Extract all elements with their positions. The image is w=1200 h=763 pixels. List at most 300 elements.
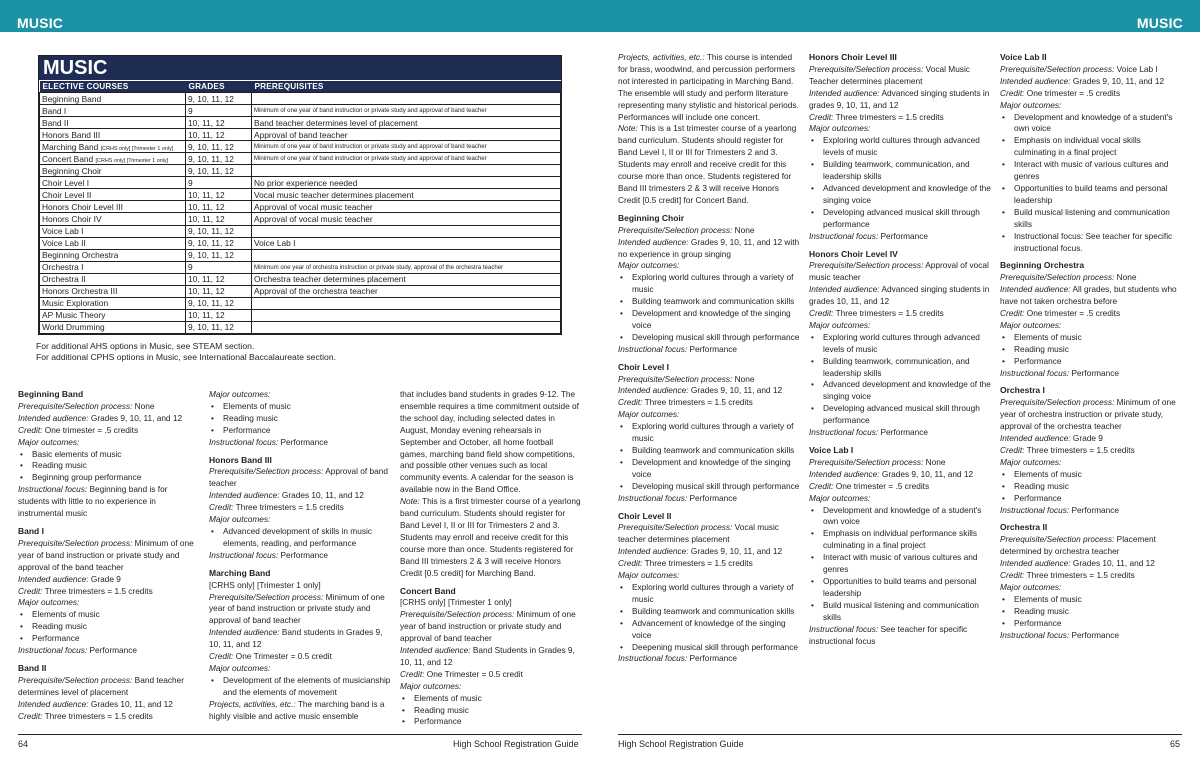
course-name: Honors Choir Level III: [42, 201, 123, 212]
field-label: Prerequisite/Selection process:: [209, 591, 324, 602]
grades-cell: 10, 11, 12: [186, 117, 252, 129]
description-line: [618, 570, 800, 582]
field-label: Prerequisite/Selection process:: [18, 400, 133, 411]
outcomes-list: [209, 526, 392, 550]
field-label: Major outcomes:: [1000, 99, 1062, 110]
table-row: [40, 249, 561, 261]
field-label: Credit:: [1000, 87, 1025, 98]
grades-cell: 9, 10, 11, 12: [186, 321, 252, 333]
field-value: Minimum of one year of orchestra instruction or private study, approval of the orchestra teacher: [1000, 397, 1176, 432]
field-value: Vocal Music Teacher determines placement: [809, 63, 970, 86]
description-line: [618, 493, 800, 505]
field-value: None: [923, 456, 946, 467]
field-value: Three trimesters = 1.5 credits: [833, 111, 944, 122]
outcome-item: • Elements of music: [1000, 594, 1182, 606]
outcome-item: • Exploring world cultures through advanced levels of music: [809, 332, 992, 356]
course-name-cell: [40, 225, 186, 237]
field-value: None: [132, 400, 155, 411]
field-value: Three trimesters = 1.5 credits: [642, 397, 753, 408]
outcomes-list: [809, 332, 992, 427]
field-value: One Trimester = 0.5 credit: [233, 651, 332, 662]
field-label: Prerequisite/Selection process:: [809, 260, 924, 271]
description-line: [618, 52, 800, 123]
outcome-item: • Reading music: [1000, 344, 1182, 356]
table-row: [40, 189, 561, 201]
grades-cell: 9, 10, 11, 12: [186, 237, 252, 249]
field-label: Instructional focus:: [1000, 367, 1070, 378]
field-label: Credit:: [1000, 570, 1025, 581]
course-name: Honors Choir IV: [42, 213, 102, 224]
text-column-6: [1000, 52, 1182, 642]
field-value: Performance: [687, 343, 737, 354]
course-name: AP Music Theory: [42, 310, 106, 321]
course-name-cell: [40, 261, 186, 273]
table-row: [40, 309, 561, 321]
table-row: [40, 321, 561, 333]
grades-cell: 9, 10, 11, 12: [186, 249, 252, 261]
field-label: Prerequisite/Selection process:: [809, 456, 924, 467]
field-label: Credit:: [209, 502, 234, 513]
field-label: Intended audience:: [18, 412, 89, 423]
field-label: Intended audience:: [809, 284, 880, 295]
field-label: Major outcomes:: [618, 409, 680, 420]
description-line: [618, 225, 800, 237]
grades-cell: 9, 10, 11, 12: [186, 225, 252, 237]
description-line: [618, 409, 800, 421]
table-row: [40, 213, 561, 225]
note-ahs: For additional AHS options in Music, see STEAM section.: [36, 341, 255, 351]
course-heading: Beginning Choir: [618, 212, 685, 223]
outcome-item: • Building teamwork, communication, and leadership skills: [809, 159, 992, 183]
description-line: [1000, 505, 1182, 517]
outcome-item: • Building teamwork and communication skills: [618, 606, 800, 618]
outcome-item: • Development of the elements of musicianship and the elements of movement: [209, 675, 392, 699]
outcome-item: • Reading music: [18, 621, 198, 633]
field-label: Intended audience:: [209, 627, 280, 638]
field-label: Major outcomes:: [809, 123, 871, 134]
outcome-item: • Build musical listening and communication skills: [809, 600, 992, 624]
field-label: Intended audience:: [618, 236, 689, 247]
prerequisite-cell: Minimum one year of orchestra instruction or private study, approval of the orchestra teacher: [252, 261, 561, 273]
field-label: Credit:: [1000, 308, 1025, 319]
course-heading: Honors Choir Level IV: [809, 248, 898, 259]
description-line: [1000, 284, 1182, 308]
course-heading: Band I: [18, 525, 44, 536]
field-value: None: [732, 224, 755, 235]
field-label: Major outcomes:: [1000, 456, 1062, 467]
prerequisite-cell: [252, 165, 561, 177]
course-name: Orchestra I: [42, 262, 84, 273]
field-label: Note:: [400, 496, 420, 507]
course-heading: Choir Level II: [618, 510, 672, 521]
course-name-cell: [40, 285, 186, 297]
description-line: [809, 88, 992, 112]
course-heading: Voice Lab II: [1000, 52, 1047, 62]
course-name: Orchestra II: [42, 274, 86, 285]
outcome-item: • Elements of music: [1000, 332, 1182, 344]
description-line: [209, 627, 392, 651]
description-line: [209, 437, 392, 449]
course-name-cell: [40, 165, 186, 177]
table-row: [40, 237, 561, 249]
field-value: One trimester = .5 credits: [42, 424, 139, 435]
field-label: Prerequisite/Selection process:: [209, 466, 324, 477]
course-name-cell: [40, 237, 186, 249]
description-line: [1000, 558, 1182, 570]
field-label: Major outcomes:: [1000, 319, 1062, 330]
outcome-item: • Performance: [18, 633, 198, 645]
description-line: [809, 457, 992, 469]
outcome-item: • Advancement of knowledge of the singing voice: [618, 618, 800, 642]
description-line: [809, 231, 992, 243]
outcome-item: • Deepening musical skill through performance: [618, 642, 800, 654]
field-label: Intended audience:: [1000, 433, 1071, 444]
field-value: Band students in Grades 9, 10, 11, and 12: [209, 627, 383, 650]
field-label: Intended audience:: [809, 468, 880, 479]
course-name: Beginning Band: [42, 93, 102, 104]
prerequisite-cell: Approval of the orchestra teacher: [252, 285, 561, 297]
description-line: [18, 699, 198, 711]
field-label: Credit:: [18, 585, 43, 596]
description-line: [618, 344, 800, 356]
prerequisite-cell: Minimum of one year of band instruction or private study and approval of band teacher: [252, 141, 561, 153]
field-label: Projects, activities, etc.:: [209, 698, 296, 709]
text-column-4: [618, 52, 800, 665]
field-label: Major outcomes:: [809, 492, 871, 503]
table-body: [40, 93, 561, 334]
outcome-item: • Instructional focus: See teacher for specific instructional focus.: [1000, 231, 1182, 255]
description-line: [400, 681, 582, 693]
description-line: [18, 711, 198, 723]
course-name: Band I: [42, 105, 67, 116]
table-row: [40, 165, 561, 177]
description-line: [809, 624, 992, 648]
course-name-cell: [40, 273, 186, 285]
course-name-cell: [40, 189, 186, 201]
outcome-item: • Building teamwork, communication, and leadership skills: [809, 356, 992, 380]
outcome-item: • Advanced development and knowledge of the singing voice: [809, 379, 992, 403]
outcome-item: • Interact with music of various cultures and genres: [1000, 159, 1182, 183]
field-label: Credit:: [18, 424, 43, 435]
field-label: Intended audience:: [400, 645, 471, 656]
description-line: [400, 597, 582, 609]
field-value: Grades 9, 10, 11, and 12: [1070, 75, 1165, 86]
description-line: [809, 481, 992, 493]
course-heading: Orchestra I: [1000, 385, 1045, 396]
field-label: Note:: [618, 123, 638, 134]
field-value: Three trimesters = 1.5 credits: [1024, 570, 1135, 581]
description-line: [809, 320, 992, 332]
table-row: [40, 129, 561, 141]
page-number-left: 64: [18, 739, 29, 749]
course-tag: [CRHS only] [Trimester 1 only]: [95, 157, 169, 164]
field-value: Minimum of one year of band instruction or private study and approval of band teacher: [209, 591, 385, 626]
table-notes: [36, 341, 336, 363]
description-line: [209, 592, 392, 628]
field-label: Prerequisite/Selection process:: [1000, 63, 1115, 74]
outcome-item: • Reading music: [18, 460, 198, 472]
description-line: [809, 64, 992, 88]
field-label: Major outcomes:: [400, 680, 462, 691]
course-name-cell: [40, 309, 186, 321]
field-label: Prerequisite/Selection process:: [618, 522, 733, 533]
grades-cell: 10, 11, 12: [186, 285, 252, 297]
field-value: Three trimesters = 1.5 credits: [42, 710, 153, 721]
field-value: Minimum of one year of band instruction or private study and approval of the band teacher: [18, 537, 194, 572]
outcome-item: • Advanced development of skills in music elements, reading, and performance: [209, 526, 392, 550]
description-line: [618, 546, 800, 558]
outcome-item: • Exploring world cultures through a variety of music: [618, 421, 800, 445]
column-header-prerequisites: PREREQUISITES: [252, 81, 561, 93]
field-value: Approval of band teacher: [209, 466, 388, 489]
field-label: Major outcomes:: [209, 389, 271, 399]
field-label: Major outcomes:: [209, 662, 271, 673]
field-label: Intended audience:: [1000, 558, 1071, 569]
text-column-5: [809, 52, 992, 647]
course-name-cell: [40, 105, 186, 117]
course-name: Beginning Choir: [42, 165, 102, 176]
field-label: Prerequisite/Selection process:: [1000, 397, 1115, 408]
field-label: Prerequisite/Selection process:: [618, 224, 733, 235]
description-line: [209, 502, 392, 514]
outcome-item: • Exploring world cultures through advanced levels of music: [809, 135, 992, 159]
description-line: [809, 427, 992, 439]
description-line: [1000, 272, 1182, 284]
course-name: Beginning Orchestra: [42, 250, 119, 261]
description-line: [209, 580, 392, 592]
description-line: [209, 663, 392, 675]
course-name: Voice Lab I: [42, 226, 84, 237]
prerequisite-cell: [252, 93, 561, 105]
outcome-item: • Performance: [1000, 618, 1182, 630]
field-label: Intended audience:: [1000, 75, 1071, 86]
prerequisite-cell: Approval of vocal music teacher: [252, 213, 561, 225]
field-label: Instructional focus:: [618, 653, 688, 664]
field-value: Performance: [1069, 367, 1119, 378]
field-value: Advanced singing students in grades 9, 10, 11, and 12: [809, 87, 990, 110]
course-tag: [CRHS only] [Trimester 1 only]: [100, 145, 174, 152]
field-value: Grades 9, 10, 11, and 12: [688, 546, 783, 557]
outcome-item: • Interact with music of various cultures and genres: [809, 552, 992, 576]
description-line: [618, 522, 800, 546]
outcome-item: • Emphasis on individual vocal skills culminating in a final project: [1000, 135, 1182, 159]
footer-title-right: High School Registration Guide: [618, 739, 744, 749]
grades-cell: 9, 10, 11, 12: [186, 297, 252, 309]
outcomes-list: [1000, 112, 1182, 255]
field-value: Voice Lab I: [1114, 63, 1158, 74]
field-value: Grades 9, 10, 11, and 12: [879, 468, 974, 479]
description-line: [1000, 64, 1182, 76]
field-value: Performance: [687, 492, 737, 503]
outcome-item: • Developing musical skill through performance: [618, 332, 800, 344]
outcomes-list: [18, 449, 198, 485]
description-line: [618, 260, 800, 272]
course-name-cell: [40, 177, 186, 189]
field-value: Advanced singing students in grades 10, 11, and 12: [809, 284, 990, 307]
outcome-item: • Exploring world cultures through a variety of music: [618, 582, 800, 606]
course-heading: Choir Level I: [618, 361, 670, 372]
description-line: [18, 675, 198, 699]
outcome-item: • Elements of music: [1000, 469, 1182, 481]
course-name: World Drumming: [42, 322, 105, 333]
field-label: Instructional focus:: [809, 427, 879, 438]
course-name: Honors Orchestra III: [42, 286, 118, 297]
footer-rule-left: [18, 734, 582, 735]
prerequisite-cell: Voice Lab I: [252, 237, 561, 249]
field-value: One trimester = .5 credits: [1024, 87, 1121, 98]
description-line: [618, 653, 800, 665]
section-title-left: MUSIC: [17, 15, 64, 31]
course-name: Band II: [42, 117, 69, 128]
field-value: [CRHS only] [Trimester 1 only]: [400, 597, 512, 608]
description-line: [809, 308, 992, 320]
table-row: [40, 105, 561, 117]
table-row: [40, 177, 561, 189]
prerequisite-cell: [252, 297, 561, 309]
grades-cell: 10, 11, 12: [186, 129, 252, 141]
prerequisite-cell: Minimum of one year of band instruction or private study and approval of band teacher: [252, 153, 561, 165]
outcome-item: • Development and knowledge of the singing voice: [618, 308, 800, 332]
course-heading: Honors Band III: [209, 454, 272, 465]
field-value: Performance: [87, 645, 137, 656]
course-name-cell: [40, 141, 186, 153]
description-line: [1000, 433, 1182, 445]
field-label: Instructional focus:: [618, 343, 688, 354]
field-value: One trimester = .5 credits: [1024, 308, 1121, 319]
field-label: Major outcomes:: [1000, 581, 1062, 592]
course-name-cell: [40, 129, 186, 141]
course-name: Honors Band III: [42, 129, 101, 140]
field-value: The marching band is a highly visible and active music ensemble: [209, 698, 385, 721]
description-line: [400, 645, 582, 669]
field-label: Instructional focus:: [209, 436, 279, 447]
course-name-cell: [40, 117, 186, 129]
outcome-item: • Elements of music: [18, 609, 198, 621]
course-name-cell: [40, 249, 186, 261]
field-label: Credit:: [809, 308, 834, 319]
field-label: Major outcomes:: [809, 319, 871, 330]
course-name-cell: [40, 201, 186, 213]
field-label: Intended audience:: [18, 573, 89, 584]
course-heading: Beginning Orchestra: [1000, 260, 1085, 271]
field-label: Credit:: [618, 397, 643, 408]
course-name: Music Exploration: [42, 298, 109, 309]
outcome-item: • Build musical listening and communication skills: [1000, 207, 1182, 231]
field-value: Performance: [878, 230, 928, 241]
field-value: Band Students in Grades 9, 10, 11, and 12: [400, 645, 575, 667]
grades-cell: 10, 11, 12: [186, 189, 252, 201]
description-line: [18, 538, 198, 574]
prerequisite-cell: Approval of band teacher: [252, 129, 561, 141]
description-line: [209, 550, 392, 562]
field-value: Performance: [278, 549, 328, 560]
field-label: Instructional focus:: [618, 492, 688, 503]
outcome-item: • Building teamwork and communication skills: [618, 296, 800, 308]
outcome-item: • Basic elements of music: [18, 449, 198, 461]
field-label: Prerequisite/Selection process:: [18, 537, 133, 548]
field-value: Three trimesters = 1.5 credits: [1024, 445, 1135, 455]
description-line: [209, 514, 392, 526]
field-value: Performance: [687, 653, 737, 664]
outcome-item: • Opportunities to build teams and personal leadership: [1000, 183, 1182, 207]
course-heading: Concert Band: [400, 585, 456, 596]
page-number-right: 65: [1170, 739, 1181, 749]
description-line: [1000, 100, 1182, 112]
field-value: Grades 9, 10, 11, and 12: [688, 385, 783, 396]
field-value: [CRHS only] [Trimester 1 only]: [209, 579, 321, 590]
description-line: [18, 597, 198, 609]
outcomes-list: [618, 421, 800, 492]
field-label: Prerequisite/Selection process:: [400, 609, 515, 620]
field-label: Instructional focus:: [809, 230, 879, 241]
header-band-right: [600, 0, 1200, 32]
outcomes-list: [1000, 469, 1182, 505]
field-value: Grades 10, 11, and 12: [1070, 558, 1155, 569]
table-row: [40, 297, 561, 309]
prerequisite-cell: [252, 321, 561, 333]
course-name-cell: [40, 297, 186, 309]
field-value: Three trimesters = 1.5 credits: [233, 502, 344, 513]
description-line: [1000, 397, 1182, 433]
outcome-item: • Opportunities to build teams and personal leadership: [809, 576, 992, 600]
prerequisite-cell: [252, 309, 561, 321]
field-label: Prerequisite/Selection process:: [618, 373, 733, 384]
outcome-item: • Development and knowledge of a student's own voice: [809, 505, 992, 529]
prerequisite-cell: Orchestra teacher determines placement: [252, 273, 561, 285]
table-row: [40, 261, 561, 273]
course-name-cell: [40, 321, 186, 333]
field-value: Three trimesters = 1.5 credits: [642, 558, 753, 569]
description-line: [1000, 308, 1182, 320]
description-line: [18, 437, 198, 449]
grades-cell: 9, 10, 11, 12: [186, 153, 252, 165]
description-line: [209, 490, 392, 502]
outcome-item: • Elements of music: [209, 401, 392, 413]
description-line: [18, 401, 198, 413]
description-line: [209, 651, 392, 663]
table-row: [40, 93, 561, 105]
field-value: Minimum of one year of band instruction or private study and approval of band teacher: [400, 609, 576, 644]
course-name: Choir Level II: [42, 189, 92, 200]
description-line: [18, 645, 198, 657]
grades-cell: 9: [186, 261, 252, 273]
outcome-item: • Reading music: [1000, 481, 1182, 493]
field-label: Intended audience:: [809, 87, 880, 98]
description-line: [618, 237, 800, 261]
description-line: [809, 469, 992, 481]
description-line: [1000, 457, 1182, 469]
field-value: Grade 9: [88, 573, 121, 584]
field-value: One Trimester = 0.5 credit: [424, 668, 523, 679]
field-label: Major outcomes:: [18, 436, 80, 447]
description-line: [618, 385, 800, 397]
table-row: [40, 141, 561, 153]
course-name-cell: [40, 93, 186, 105]
outcome-item: • Performance: [400, 716, 582, 728]
note-cphs: For additional CPHS options in Music, see International Baccalaureate section.: [36, 352, 336, 363]
grades-cell: 9, 10, 11, 12: [186, 93, 252, 105]
outcomes-list: [618, 272, 800, 343]
column-header-grades: GRADES: [186, 81, 252, 93]
field-label: Credit:: [809, 111, 834, 122]
outcomes-list: [400, 693, 582, 729]
field-label: Credit:: [809, 480, 834, 491]
description-line: [1000, 582, 1182, 594]
course-name: Choir Level I: [42, 177, 90, 188]
field-value: Approval of vocal music teacher: [809, 260, 989, 283]
description-line: [18, 586, 198, 598]
field-label: Prerequisite/Selection process:: [1000, 272, 1115, 283]
